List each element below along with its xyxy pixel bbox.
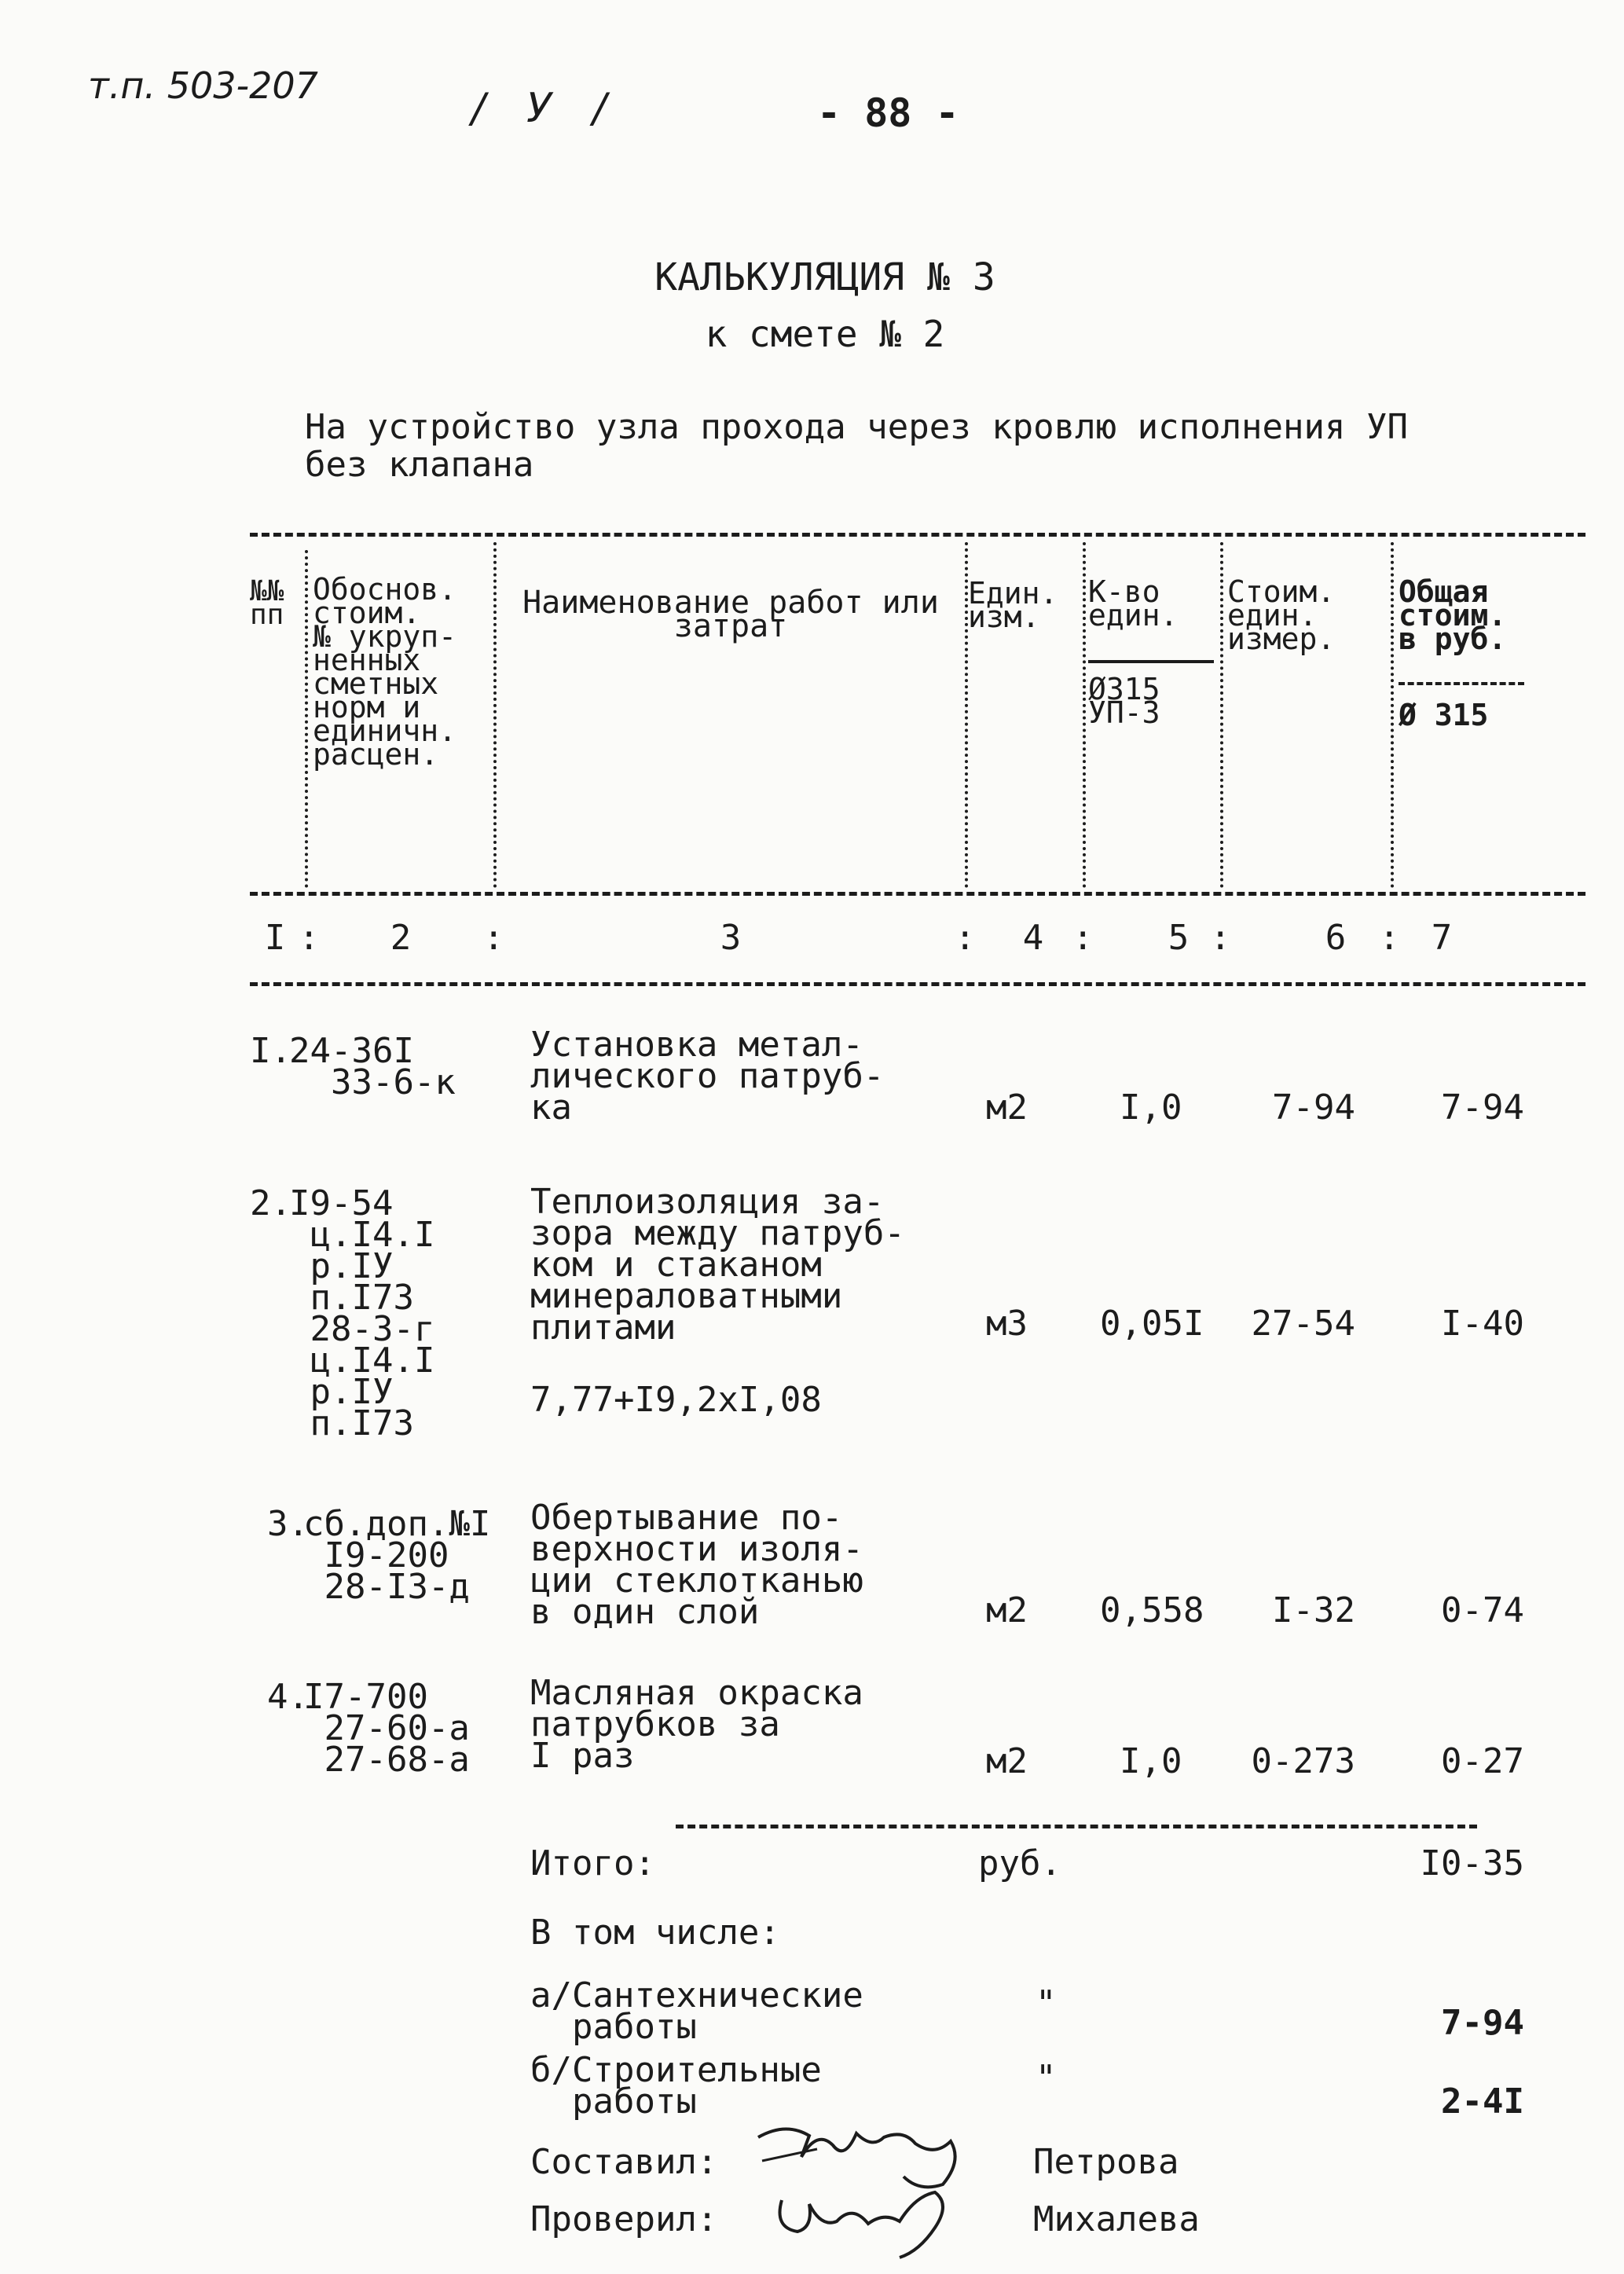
row-name: Установка метал- лического патруб- ка <box>530 1025 885 1128</box>
row-qty: 0,05I <box>1100 1304 1204 1344</box>
row-unit: м3 <box>986 1304 1028 1344</box>
description-line-2: без клапана <box>305 445 534 485</box>
header-col-7-bottom: Ø 315 <box>1399 698 1489 732</box>
row-total: I-40 <box>1441 1304 1524 1344</box>
row-total: 0-27 <box>1441 1741 1524 1781</box>
row-number: 4. <box>267 1677 309 1717</box>
col-number-sep: : <box>1379 918 1400 958</box>
row-price: 7-94 <box>1272 1087 1355 1128</box>
page-subtitle: к смете № 2 <box>705 313 945 355</box>
checked-by-name: Михалева <box>1033 2199 1200 2239</box>
page-title: КАЛЬКУЛЯЦИЯ № 3 <box>654 255 995 299</box>
header-col-5-top: К-во един. <box>1088 574 1179 633</box>
col-number-1: I <box>264 918 286 958</box>
col-number-7: 7 <box>1431 918 1453 958</box>
header-col-7-top: Общая стоим. в руб. <box>1399 574 1507 656</box>
page-number: - 88 - <box>817 90 959 136</box>
row-basis: 24-36I 33-6-к <box>289 1031 456 1102</box>
col-number-sep: : <box>1072 918 1094 958</box>
sheet-mark: / У / <box>471 85 621 132</box>
col-number-sep: : <box>483 918 504 958</box>
construction-works-ditto: " <box>1036 2058 1057 2098</box>
row-price: 27-54 <box>1251 1304 1355 1344</box>
row-name: Теплоизоляция за- зора между патруб- ком и стаканом минераловатными плитами <box>530 1182 905 1348</box>
header-col-5-rule <box>1088 660 1214 663</box>
row-basis: I9-54 ц.I4.I р.IУ п.I73 28-3-г ц.I4.I р.IУ п.I73 <box>289 1183 435 1443</box>
header-separator <box>1391 542 1394 888</box>
sanitary-works-label: а/Сантехнические работы <box>530 1975 863 2047</box>
row-qty: I,0 <box>1120 1741 1182 1781</box>
total-rule <box>676 1825 1477 1828</box>
col-number-4: 4 <box>1022 918 1044 958</box>
row-qty: 0,558 <box>1100 1590 1204 1630</box>
total-unit: руб. <box>978 1843 1061 1883</box>
row-price: 0-273 <box>1251 1741 1355 1781</box>
signature-checked <box>766 2173 970 2259</box>
document-code: т.п. 503-207 <box>88 64 318 107</box>
header-col-7-rule <box>1399 682 1524 685</box>
row-formula: 7,77+I9,2хI,08 <box>530 1380 822 1420</box>
header-col-5-bottom: Ø315 УП-3 <box>1088 672 1160 730</box>
sanitary-works-value: 7-94 <box>1441 2003 1524 2043</box>
compiled-by-label: Составил: <box>530 2142 718 2182</box>
col-number-6: 6 <box>1325 918 1347 958</box>
sanitary-works-ditto: " <box>1036 1983 1057 2023</box>
header-col-6: Стоим. един. измер. <box>1227 574 1336 656</box>
checked-by-label: Проверил: <box>530 2199 718 2239</box>
col-number-2: 2 <box>390 918 412 958</box>
row-total: 0-74 <box>1441 1590 1524 1630</box>
row-unit: м2 <box>986 1741 1028 1781</box>
col-number-5: 5 <box>1168 918 1190 958</box>
col-number-sep: : <box>299 918 320 958</box>
header-bottom-rule <box>250 892 1586 896</box>
row-basis: сб.доп.№I I9-200 28-I3-д <box>303 1504 491 1607</box>
header-col-2: Обоснов. стоим. № укруп- ненных сметных норм и единичн. расцен. <box>313 572 457 772</box>
header-col-1: №№ пп <box>250 575 284 631</box>
header-col-3: Наименование работ или затрат <box>522 585 939 644</box>
header-top-rule <box>250 533 1586 537</box>
total-value: I0-35 <box>1420 1843 1524 1883</box>
row-number: 3. <box>267 1504 309 1544</box>
row-name: Масляная окраска патрубков за I раз <box>530 1673 863 1776</box>
row-unit: м2 <box>986 1087 1028 1128</box>
row-name: Обертывание по- верхности изоля- ции стеклотканью в один слой <box>530 1498 863 1632</box>
col-number-sep: : <box>955 918 976 958</box>
construction-works-label: б/Строительные работы <box>530 2050 822 2122</box>
header-separator <box>1220 542 1223 888</box>
row-unit: м2 <box>986 1590 1028 1630</box>
header-col-4: Един. изм. <box>968 576 1058 634</box>
row-number: I. <box>250 1031 291 1071</box>
description-line-1: На устройство узла прохода через кровлю исполнения УП <box>305 407 1408 447</box>
header-separator <box>1083 542 1086 888</box>
col-number-sep: : <box>1210 918 1231 958</box>
total-label: Итого: <box>530 1843 655 1883</box>
col-numbers-rule <box>250 982 1586 986</box>
col-number-3: 3 <box>720 918 742 958</box>
row-qty: I,0 <box>1120 1087 1182 1128</box>
row-basis: I7-700 27-60-а 27-68-а <box>303 1677 470 1780</box>
compiled-by-name: Петрова <box>1033 2142 1179 2182</box>
row-price: I-32 <box>1272 1590 1355 1630</box>
construction-works-value: 2-4I <box>1441 2081 1524 2122</box>
row-number: 2. <box>250 1183 291 1223</box>
header-separator <box>305 550 308 888</box>
row-total: 7-94 <box>1441 1087 1524 1128</box>
including-label: В том числе: <box>530 1913 780 1953</box>
